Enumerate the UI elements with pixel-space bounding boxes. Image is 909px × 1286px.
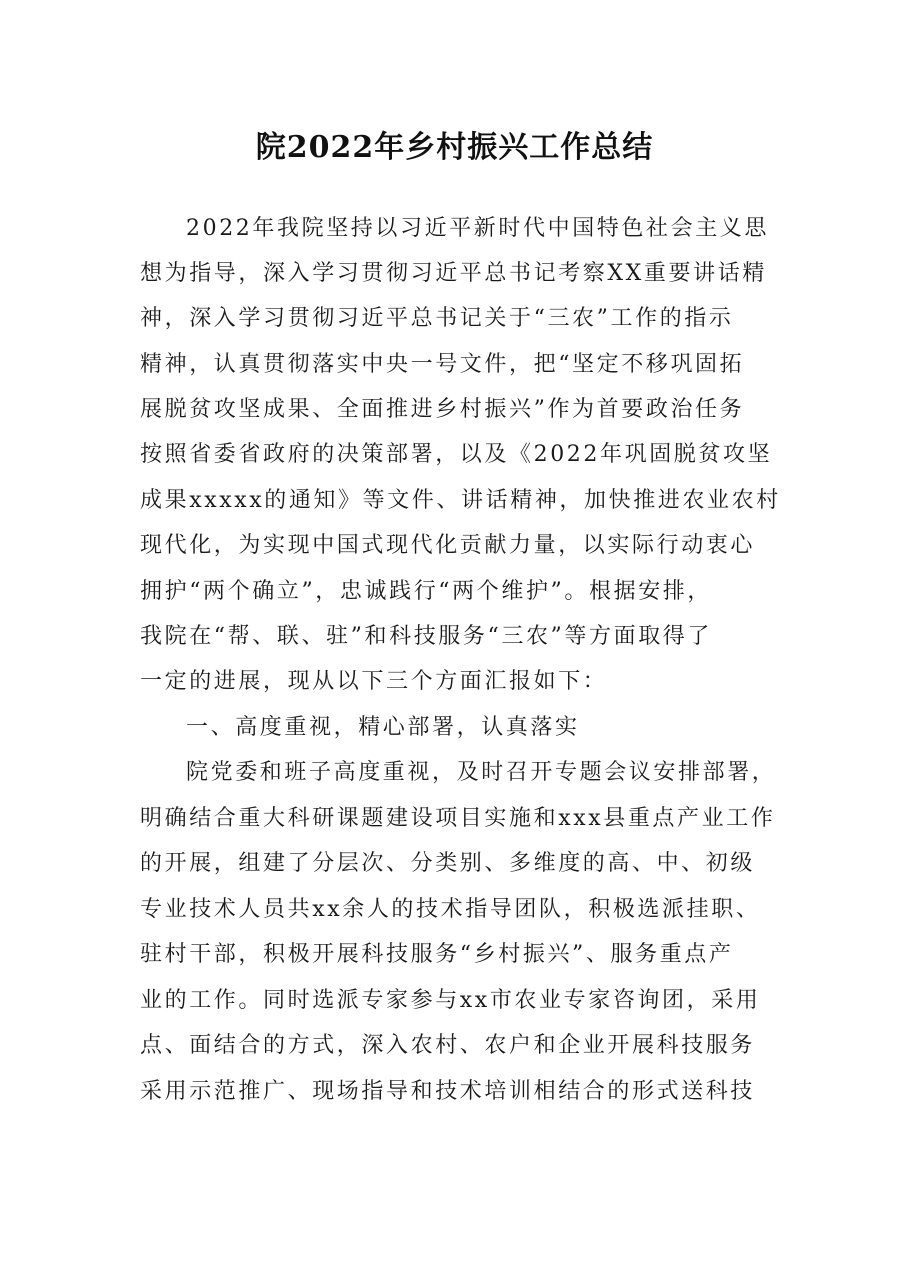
section-heading: 一、高度重视，精心部署，认真落实 (186, 715, 580, 740)
paragraph-line: 专业技术人员共xx余人的技术指导团队，积极选派挂职、 (140, 897, 761, 922)
paragraph-line: 的开展，组建了分层次、分类别、多维度的高、中、初级 (140, 851, 756, 876)
paragraph-line: 现代化，为实现中国式现代化贡献力量，以实际行动衷心 (140, 533, 756, 558)
paragraph-line: 点、面结合的方式，深入农村、农户和企业开展科技服务 (140, 1033, 756, 1058)
document-title: 院2022年乡村振兴工作总结 (255, 130, 654, 165)
paragraph-line: 驻村干部，积极开展科技服务“乡村振兴”、服务重点产 (140, 942, 734, 967)
paragraph-line: 想为指导，深入学习贯彻习近平总书记考察XX重要讲话精 (140, 261, 767, 286)
paragraph-line: 采用示范推广、现场指导和技术培训相结合的形式送科技 (140, 1079, 756, 1104)
paragraph-line: 精神，认真贯彻落实中央一号文件，把“坚定不移巩固拓 (140, 352, 745, 377)
paragraph-line: 拥护“两个确立”，忠诚践行“两个维护”。根据安排， (140, 579, 712, 604)
paragraph-line: 一定的进展，现从以下三个方面汇报如下： (140, 669, 608, 694)
paragraph-line: 神，深入学习贯彻习近平总书记关于“三农”工作的指示 (140, 306, 734, 331)
paragraph-line: 展脱贫攻坚成果、全面推进乡村振兴”作为首要政治任务 (140, 397, 745, 422)
paragraph-line: 成果xxxxx的通知》等文件、讲话精神，加快推进农业农村 (140, 488, 781, 513)
paragraph-line: 明确结合重大科研课题建设项目实施和xxx县重点产业工作 (140, 806, 776, 831)
paragraph-line: 我院在“帮、联、驻”和科技服务“三农”等方面取得了 (140, 624, 712, 649)
paragraph-line: 院党委和班子高度重视，及时召开专题会议安排部署， (186, 760, 777, 785)
paragraph-line: 按照省委省政府的决策部署，以及《2022年巩固脱贫攻坚 (140, 442, 773, 467)
paragraph-line: 业的工作。同时选派专家参与xx市农业专家咨询团，采用 (140, 988, 761, 1013)
paragraph-line: 2022年我院坚持以习近平新时代中国特色社会主义思 (186, 216, 769, 241)
